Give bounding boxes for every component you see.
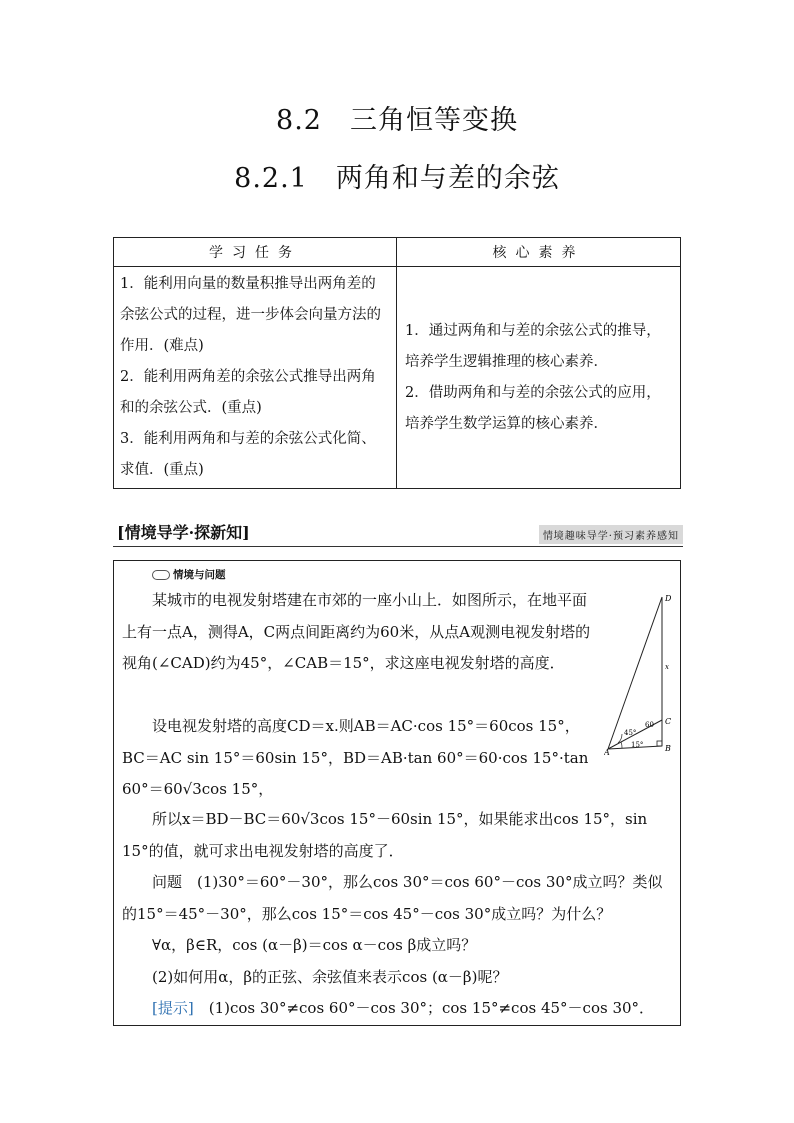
label-x: x — [665, 663, 669, 671]
core-literacy-cell — [397, 267, 681, 489]
task-item-3: 3．能利用两角和与差的余弦公式化简、求值．(重点) — [120, 431, 376, 478]
label-b: B — [665, 744, 671, 753]
box-subtitle-text: 情境与问题 — [173, 569, 226, 581]
question-1b: ∀α，β∈R，cos (α－β)＝cos α－cos β成立吗？ — [152, 936, 477, 954]
label-a: A — [604, 748, 610, 757]
calculation-paragraph: 设电视发射塔的高度CD＝x.则AB＝AC·cos 15°＝60cos 15°，BC＝AC sin 15°＝60sin 15°，BD＝AB·tan 60°＝60·cos 15°·tan 60°＝60√3cos 15°， — [122, 717, 589, 798]
label-d: D — [665, 594, 672, 603]
questions-block — [122, 804, 674, 1025]
scenario-box — [113, 560, 681, 1026]
section-header-tag: 情境趣味导学·预习素养感知 — [539, 525, 683, 544]
question-1: 问题 (1)30°＝60°－30°，那么cos 30°＝cos 60°－cos 30°成立吗？类似的15°＝45°－30°，那么cos 15°＝cos 45°－cos 30°成立吗？为什么？ — [122, 873, 663, 923]
tower-diagram — [604, 589, 686, 759]
label-45deg: 45° — [624, 729, 637, 737]
scenario-icon — [152, 570, 170, 580]
header-core-literacy: 核心素养 — [397, 238, 681, 267]
header-learning-tasks: 学习任务 — [114, 238, 397, 267]
label-15deg: 15° — [631, 741, 644, 749]
question-2: (2)如何用α，β的正弦、余弦值来表示cos (α－β)呢？ — [152, 967, 508, 986]
section-header-label: [情境导学·探新知] — [117, 523, 250, 542]
task-item-2: 2．能利用两角差的余弦公式推导出两角和的余弦公式．(重点) — [120, 369, 376, 416]
task-item-1: 1．能利用向量的数量积推导出两角差的余弦公式的过程，进一步体会向量方法的作用．(难点) — [120, 276, 381, 354]
literacy-item-1: 1．通过两角和与差的余弦公式的推导，培养学生逻辑推理的核心素养． — [405, 322, 661, 370]
literacy-item-2: 2．借助两角和与差的余弦公式的应用，培养学生数学运算的核心素养． — [405, 384, 661, 432]
section-header — [113, 520, 683, 547]
conclusion-line: 所以x＝BD－BC＝60√3cos 15°－60sin 15°，如果能求出cos 15°，sin 15°的值，就可求出电视发射塔的高度了． — [122, 810, 648, 860]
section-title: 8.2 三角恒等变换 — [276, 105, 518, 136]
label-60: 60 — [645, 721, 654, 729]
learning-tasks-cell — [114, 267, 397, 489]
scenario-paragraph: 某城市的电视发射塔建在市郊的一座小山上．如图所示，在地平面上有一点A，测得A，C两点间距离约为60米，从点A观测电视发射塔的视角(∠CAD)约为45°，∠CAB＝15°，求这座电视发射塔的高度． — [122, 591, 591, 672]
hint-line — [122, 993, 674, 1025]
box-subtitle — [152, 567, 226, 582]
hint-text: (1)cos 30°≠cos 60°－cos 30°；cos 15°≠cos 45°－cos 30°． — [208, 999, 655, 1017]
hint-label: [提示] — [152, 999, 194, 1017]
label-c: C — [665, 717, 672, 726]
task-table — [113, 237, 681, 489]
subsection-title: 8.2.1 两角和与差的余弦 — [234, 163, 560, 194]
